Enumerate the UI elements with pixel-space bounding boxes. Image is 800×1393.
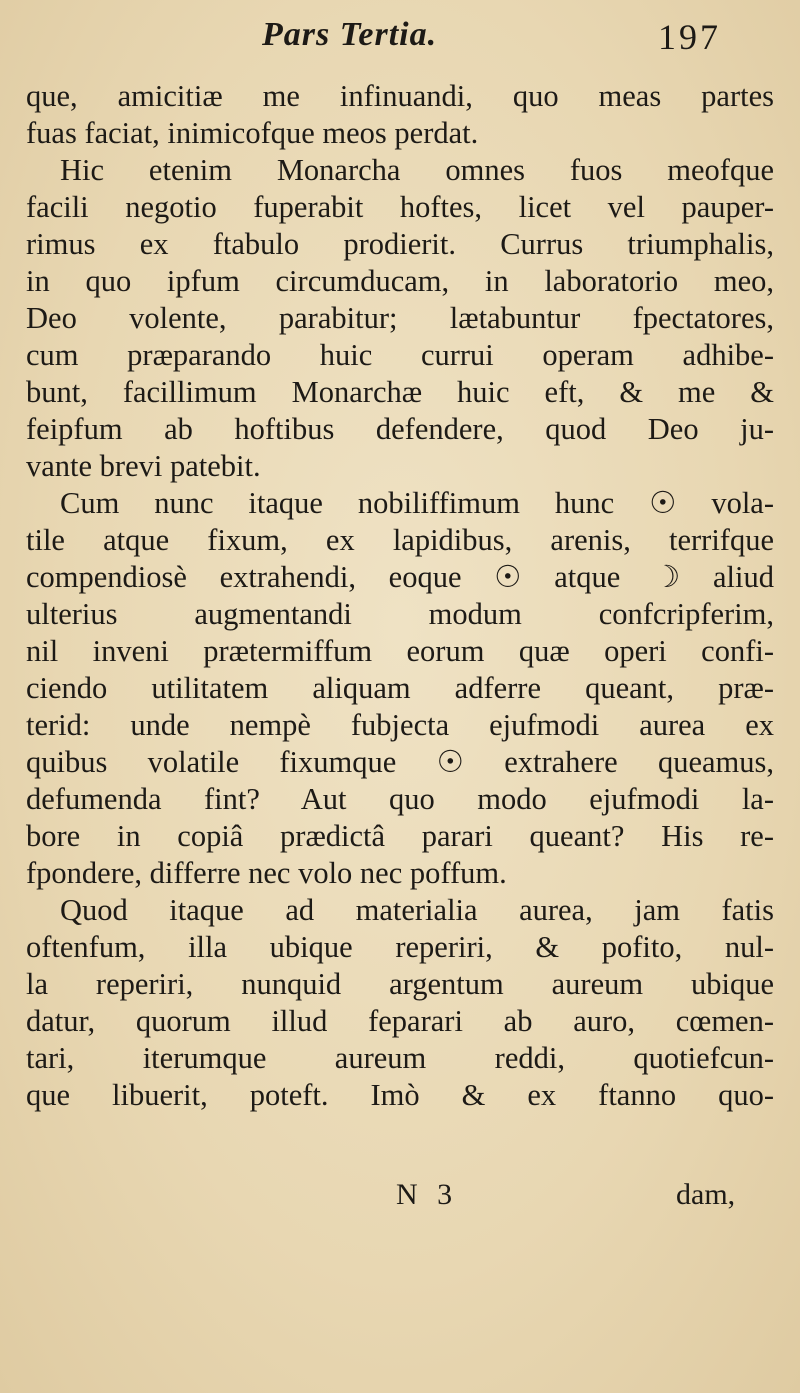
text-line: Hic etenim Monarcha omnes fuos meofque <box>60 153 774 187</box>
text-line: fpondere, differre nec volo nec poffum. <box>26 856 507 890</box>
text-line: que libuerit, poteft. Imò & ex ftanno quo- <box>26 1078 774 1112</box>
text-line: nil inveni prætermiffum eorum quæ operi confi- <box>26 634 774 668</box>
text-line: Deo volente, parabitur; lætabuntur fpectatores, <box>26 301 774 335</box>
text-line: rimus ex ftabulo prodierit. Currus triumphalis, <box>26 227 774 261</box>
text-line: compendiosè extrahendi, eoque ☉ atque ☽ aliud <box>26 560 774 594</box>
running-head: Pars Tertia. <box>262 16 438 53</box>
text-line: facili negotio fuperabit hoftes, licet vel pauper- <box>26 190 774 224</box>
page-header <box>0 16 800 64</box>
text-line: datur, quorum illud feparari ab auro, cœmen- <box>26 1004 774 1038</box>
text-line: bunt, facillimum Monarchæ huic eft, & me & <box>26 375 774 409</box>
text-line: Cum nunc itaque nobiliffimum hunc ☉ vola- <box>60 486 774 520</box>
body-text <box>26 78 774 1114</box>
text-line: tari, iterumque aureum reddi, quotiefcun- <box>26 1041 774 1075</box>
text-line: fuas faciat, inimicofque meos perdat. <box>26 116 479 150</box>
text-line: quibus volatile fixumque ☉ extrahere queamus, <box>26 745 774 779</box>
text-line: ulterius augmentandi modum confcripferim, <box>26 597 774 631</box>
text-line: feipfum ab hoftibus defendere, quod Deo ju- <box>26 412 774 446</box>
text-line: oftenfum, illa ubique reperiri, & pofito, nul- <box>26 930 774 964</box>
text-line: ciendo utilitatem aliquam adferre queant, præ- <box>26 671 774 705</box>
text-line: terid: unde nempè fubjecta ejufmodi aurea ex <box>26 708 774 742</box>
text-line: Quod itaque ad materialia aurea, jam fatis <box>60 893 774 927</box>
text-line: tile atque fixum, ex lapidibus, arenis, terrifque <box>26 523 774 557</box>
catchword: dam, <box>676 1178 736 1211</box>
text-line: bore in copiâ prædictâ parari queant? His re- <box>26 819 774 853</box>
signature-mark: N 3 <box>396 1178 459 1211</box>
text-line: que, amicitiæ me infinuandi, quo meas partes <box>26 79 774 113</box>
text-line: cum præparando huic currui operam adhibe- <box>26 338 774 372</box>
text-line: in quo ipfum circumducam, in laboratorio meo, <box>26 264 774 298</box>
text-line: defumenda fint? Aut quo modo ejufmodi la- <box>26 782 774 816</box>
page-number: 197 <box>658 17 721 57</box>
text-line: vante brevi patebit. <box>26 449 261 483</box>
text-line: la reperiri, nunquid argentum aureum ubique <box>26 967 774 1001</box>
page-footer <box>0 1178 800 1218</box>
